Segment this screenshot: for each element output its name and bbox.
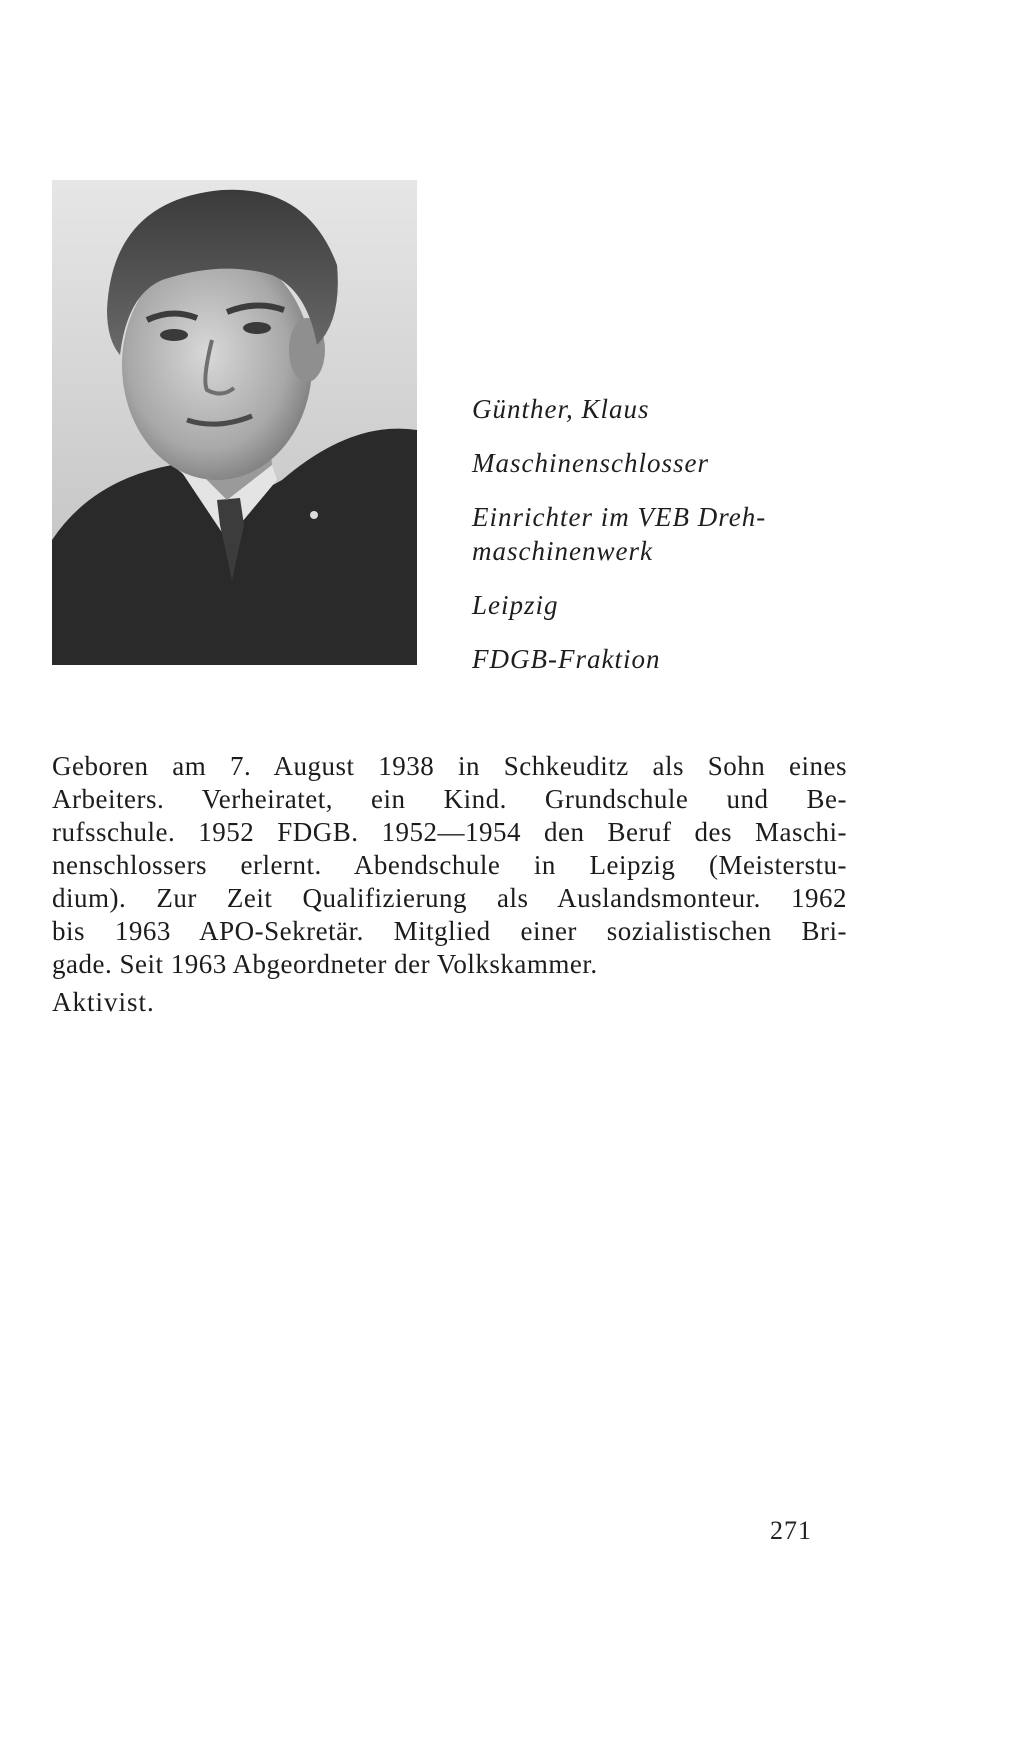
position-line-1: Einrichter im VEB Dreh-: [472, 502, 767, 532]
biography-line: nenschlossers erlernt. Abendschule in Leipzig (Meisterstu-: [52, 850, 847, 880]
position-line-2: maschinenwerk: [472, 536, 653, 566]
person-name: Günther, Klaus: [472, 394, 650, 424]
profile-info: [472, 392, 972, 676]
biography-line: dium). Zur Zeit Qualifizierung als Auslandsmonteur. 1962: [52, 883, 847, 913]
city: Leipzig: [472, 590, 559, 620]
biography-line: rufsschule. 1952 FDGB. 1952—1954 den Beruf des Maschi-: [52, 817, 847, 847]
portrait-photo: [52, 180, 417, 665]
award-text: Aktivist.: [52, 987, 155, 1017]
biography-line: bis 1963 APO-Sekretär. Mitglied einer sozialistischen Bri-: [52, 916, 847, 946]
biography-line: gade. Seit 1963 Abgeordneter der Volkskammer.: [52, 949, 598, 979]
biography-text: [52, 750, 847, 981]
page-number: 271: [770, 1516, 812, 1545]
biography-line: Arbeiters. Verheiratet, ein Kind. Grundschule und Be-: [52, 784, 847, 814]
biography-line: Geboren am 7. August 1938 in Schkeuditz als Sohn eines: [52, 751, 847, 781]
profession: Maschinenschlosser: [472, 448, 709, 478]
faction: FDGB-Fraktion: [472, 644, 661, 674]
